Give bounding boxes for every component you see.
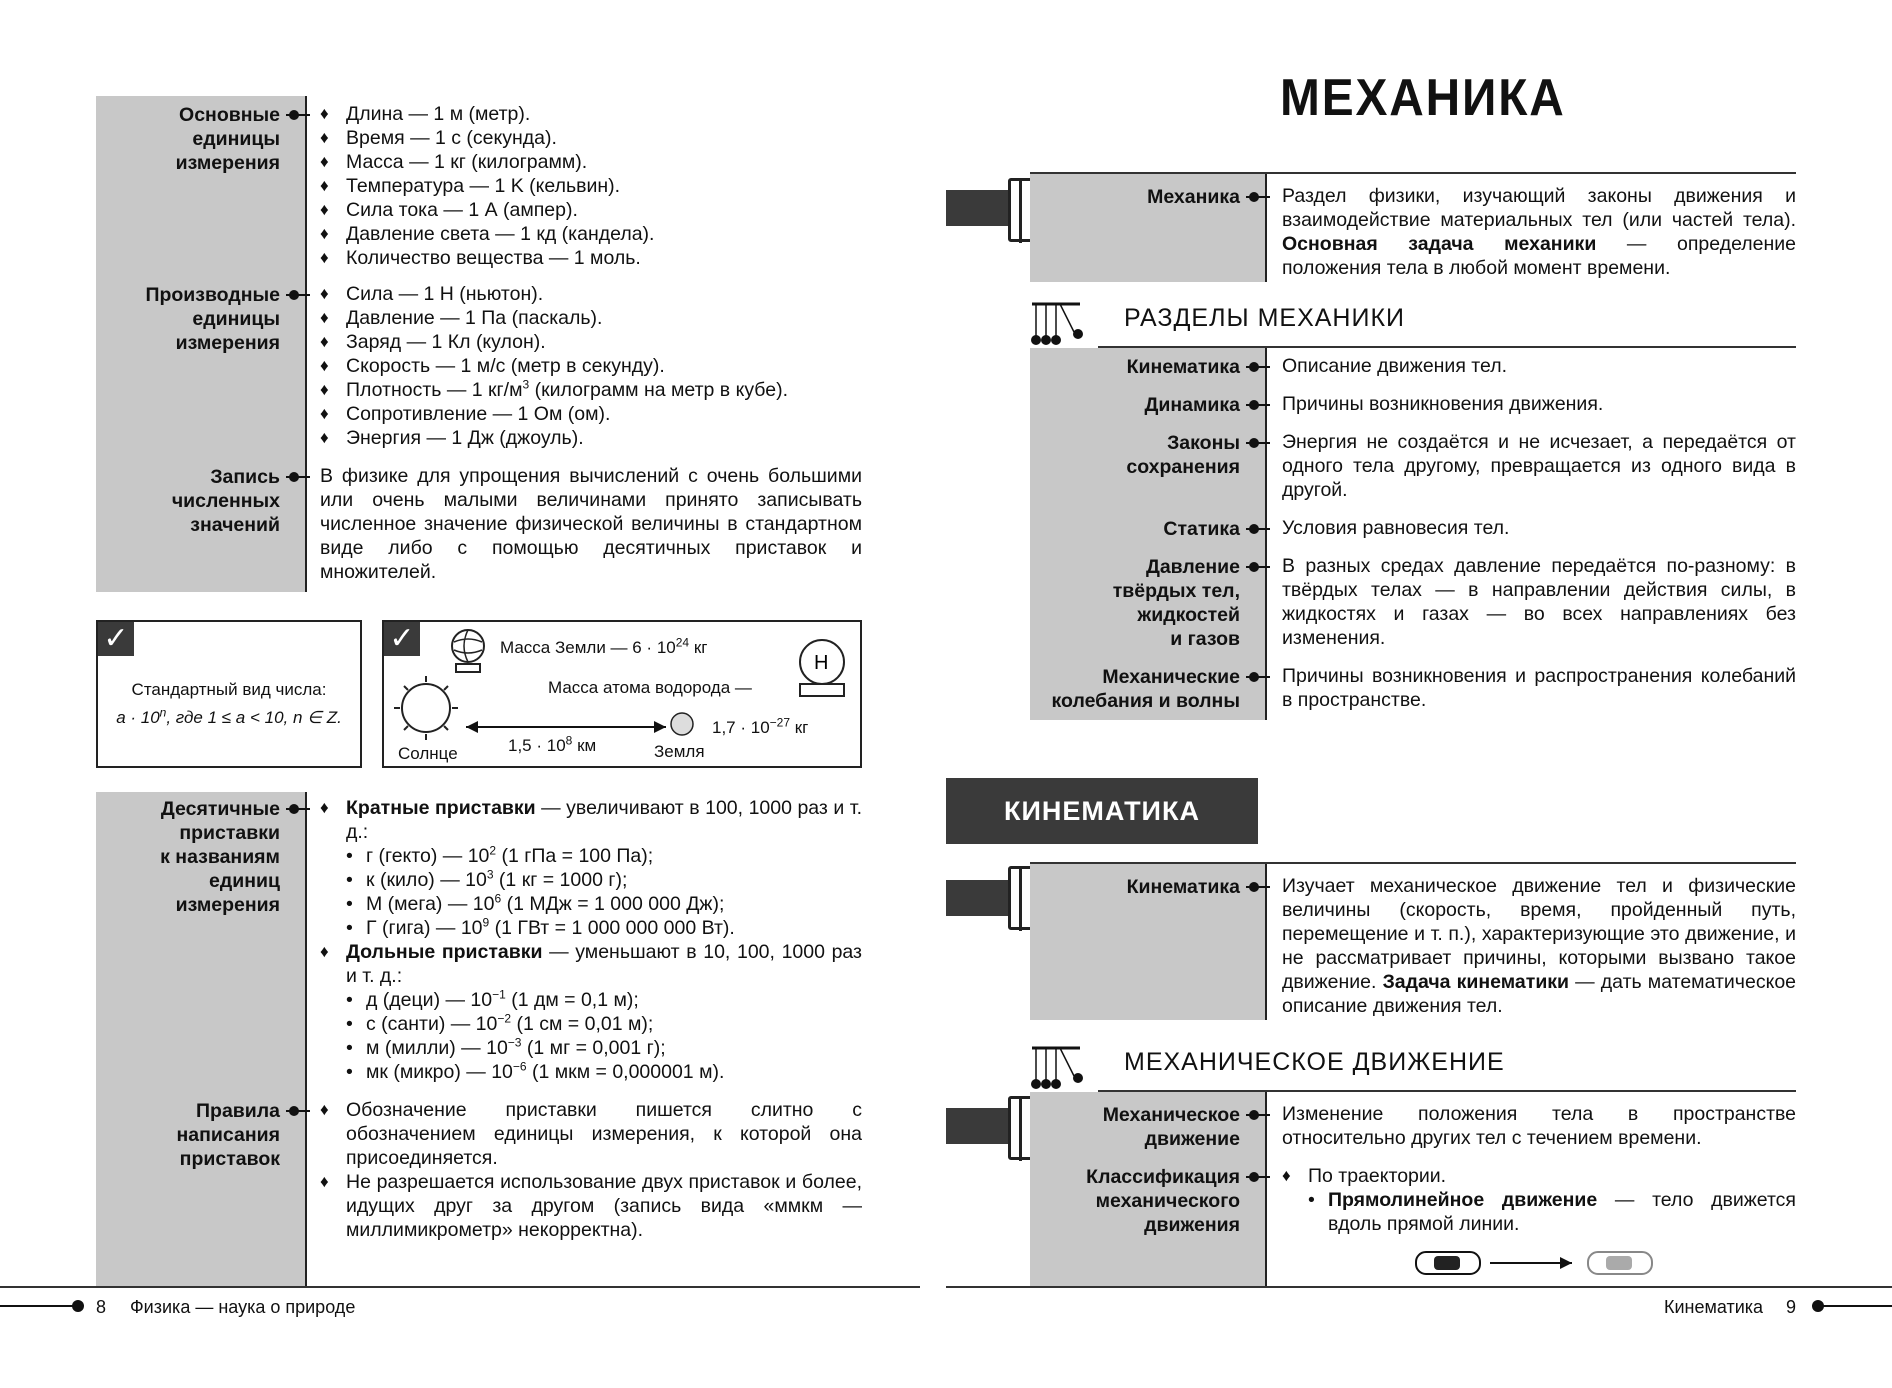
list-item: ♦ Давление света — 1 кд (кандела). [320,223,655,245]
prefix-rules-block [96,1098,862,1242]
classification-list [1266,1164,1796,1237]
svg-text:H: H [814,652,829,674]
sub-item: • с (санти) — $10^{-2}$ (1 см = 0,01 м); [346,1011,654,1035]
section-row [1030,392,1796,417]
derived-units-list [306,282,862,450]
hydrogen-value-text: $1,7 \cdot 10^{-27}$ кг [712,715,809,737]
sub-item: • мк (микро) — $10^{-6}$ (1 мкм = 0,000001 м). [346,1059,725,1083]
list-item: ♦ Заряд — 1 Кл (кулон). [320,331,546,353]
base-units-block [96,102,862,270]
base-units-list [306,102,862,270]
list-item: ♦ Кратные приставки — увеличивают в 100, 1000 раз и т. д.: [320,797,862,843]
section-text: Причины возникновения и распространения колебаний в пространстве. [1282,665,1796,711]
page-heading: МЕХАНИКА [1280,69,1566,127]
mechanics-text: Раздел физики, изучающий законы движения и взаимодействие материальных тел (или частей тела). Основная задача механики — определение положения тела в любой момент времени. [1282,185,1796,279]
footer-rule-left [0,1286,920,1288]
list-item: ♦ По траектории. [1282,1165,1447,1187]
list-item: ♦ Длина — 1 м (метр). [320,103,531,125]
car-motion-icon [1412,1246,1658,1280]
earth-icon [668,710,696,738]
page-number-right: 9 [1786,1297,1797,1317]
running-title-right: Кинематика [1664,1297,1764,1317]
standard-form-line2: $a \cdot 10^n$, где 1 ≤ a < 10, n ∈ Z. [116,705,342,727]
list-item: ♦ Не разрешается использование двух приставок и более, идущих друг за другом (запись вида «ммкм — миллимикрометр» некорректна). [320,1171,862,1241]
mass-example-box [382,620,862,768]
section-row [1030,516,1796,541]
pendulum-icon [1030,1046,1090,1090]
mechanics-definition [1030,184,1796,280]
distance-arrow-icon [464,720,668,734]
sub-item: • м (милли) — $10^{-3}$ (1 мг = 0,001 г); [346,1035,666,1059]
section-label: Механические колебания и волны [1030,664,1266,713]
footer-arrow-icon [1808,1298,1892,1314]
section-text: Условия равновесия тел. [1282,517,1510,539]
sub-item: • Г (гига) — $10^9$ (1 ГВт = 1 000 000 000 Вт). [346,915,735,939]
derived-units-label: Производные единицы измерения [96,282,306,450]
section-text: В разных средах давление передаётся по-разному: в твёрдых телах — в направлении действия силы, в жидкостях и газах — во всех направлениях без изменения. [1282,555,1796,649]
derived-units-block [96,282,862,450]
motion-definition [1030,1102,1796,1151]
list-item: ♦ Сила — 1 Н (ньютон). [320,283,544,305]
prefix-rules-label: Правила написания приставок [96,1098,306,1242]
list-item: ♦ Температура — 1 K (кельвин). [320,175,621,197]
section-row [1030,554,1796,651]
sun-label: Солнце [398,744,458,763]
notation-block [96,464,862,584]
section-row [1030,430,1796,502]
kinematics-label: Кинематика [1030,874,1266,1018]
notation-label: Запись численных значений [96,464,306,584]
sub-item: • д (деци) — $10^{-1}$ (1 дм = 0,1 м); [346,987,639,1011]
base-units-label: Основные единицы измерения [96,102,306,270]
motion-text: Изменение положения тела в пространстве относительно других тел с течением времени. [1282,1103,1796,1149]
checkmark-icon: ✓ [384,622,420,656]
section-text: Энергия не создаётся и не исчезает, а передаётся от одного тела другому, превращается из одного вида в другой. [1282,431,1796,501]
section-label: Статика [1030,516,1266,541]
earth-label: Земля [654,742,705,761]
section-row [1030,354,1796,379]
motion-title: МЕХАНИЧЕСКОЕ ДВИЖЕНИЕ [1124,1048,1505,1076]
standard-form-box [96,620,362,768]
mechanics-label: Механика [1030,184,1266,280]
motion-label: Механическое движение [1030,1102,1266,1151]
list-item: ♦ Время — 1 с (секунда). [320,127,557,149]
sun-icon [394,668,460,744]
distance-text: $1,5 \cdot 10^8$ км [508,733,597,755]
section-text: Описание движения тел. [1282,355,1508,377]
sub-item: • г (гекто) — $10^2$ (1 гПа = 100 Па); [346,843,654,867]
section-row [1030,664,1796,713]
classification-label: Классификация механического движения [1030,1164,1266,1237]
earth-mass-text: Масса Земли — $6 \cdot 10^{24}$ кг [500,635,708,657]
prefix-rules-list [306,1098,862,1242]
pendulum-icon [1030,302,1090,346]
hydrogen-mass-text: Масса атома водорода — [548,678,752,697]
section-label: Динамика [1030,392,1266,417]
list-item: ♦ Энергия — 1 Дж (джоуль). [320,427,584,449]
prefixes-list [306,796,862,1084]
prefixes-block [96,796,862,1084]
sub-item: • Прямолинейное движение — тело движется вдоль прямой линии. [1308,1189,1796,1235]
checkmark-icon: ✓ [98,622,134,656]
section-label: Кинематика [1030,354,1266,379]
sub-item: • М (мега) — $10^6$ (1 МДж = 1 000 000 Дж); [346,891,725,915]
hydrogen-atom-scale-icon [792,636,852,700]
running-title-left: Физика — наука о природе [130,1297,356,1317]
sub-item: • к (кило) — $10^3$ (1 кг = 1000 г); [346,867,628,891]
list-item: ♦ Сопротивление — 1 Ом (ом). [320,403,611,425]
section-label: Законы сохранения [1030,430,1266,502]
list-item: ♦ Плотность — 1 $кг/м^3$ (килограмм на метр в кубе). [320,377,789,401]
list-item: ♦ Сила тока — 1 А (ампер). [320,199,578,221]
kinematics-text: Изучает механическое движение тел и физические величины (скорость, время, пройденный путь, перемещение и т. п.), характеризующие это движение, и не рассматривает причины, которыми вызвано такое движение. Задача кинематики — дать математическое описание движения тел. [1282,875,1797,1017]
list-item: ♦ Обозначение приставки пишется слитно с обозначением единицы измерения, к которой она присоединяется. [320,1099,862,1169]
footer-arrow-icon [0,1298,90,1314]
list-item: ♦ Скорость — 1 м/с (метр в секунду). [320,355,665,377]
page-number-left: 8 [96,1297,107,1317]
section-label: Давление твёрдых тел, жидкостей и газов [1030,554,1266,651]
prefixes-label: Десятичные приставки к названиям единиц измерения [96,796,306,1084]
footer-rule-right [946,1286,1892,1288]
list-item: ♦ Дольные приставки — уменьшают в 10, 100, 1000 раз и т. д.: [320,941,862,987]
classification-block [1030,1164,1796,1237]
sections-title: РАЗДЕЛЫ МЕХАНИКИ [1124,304,1405,332]
kinematics-tab: КИНЕМАТИКА [946,778,1258,844]
notation-text: В физике для упрощения вычислений с очень большими или очень малыми величинами принято записывать численное значение физической величины в стандартном виде либо с помощью десятичных приставок и множителей. [320,465,862,583]
section-text: Причины возникновения движения. [1282,393,1604,415]
list-item: ♦ Давление — 1 Па (паскаль). [320,307,603,329]
list-item: ♦ Количество вещества — 1 моль. [320,247,641,269]
standard-form-line1: Стандартный вид числа: [131,680,327,699]
list-item: ♦ Масса — 1 кг (килограмм). [320,151,588,173]
kinematics-definition [1030,874,1796,1018]
